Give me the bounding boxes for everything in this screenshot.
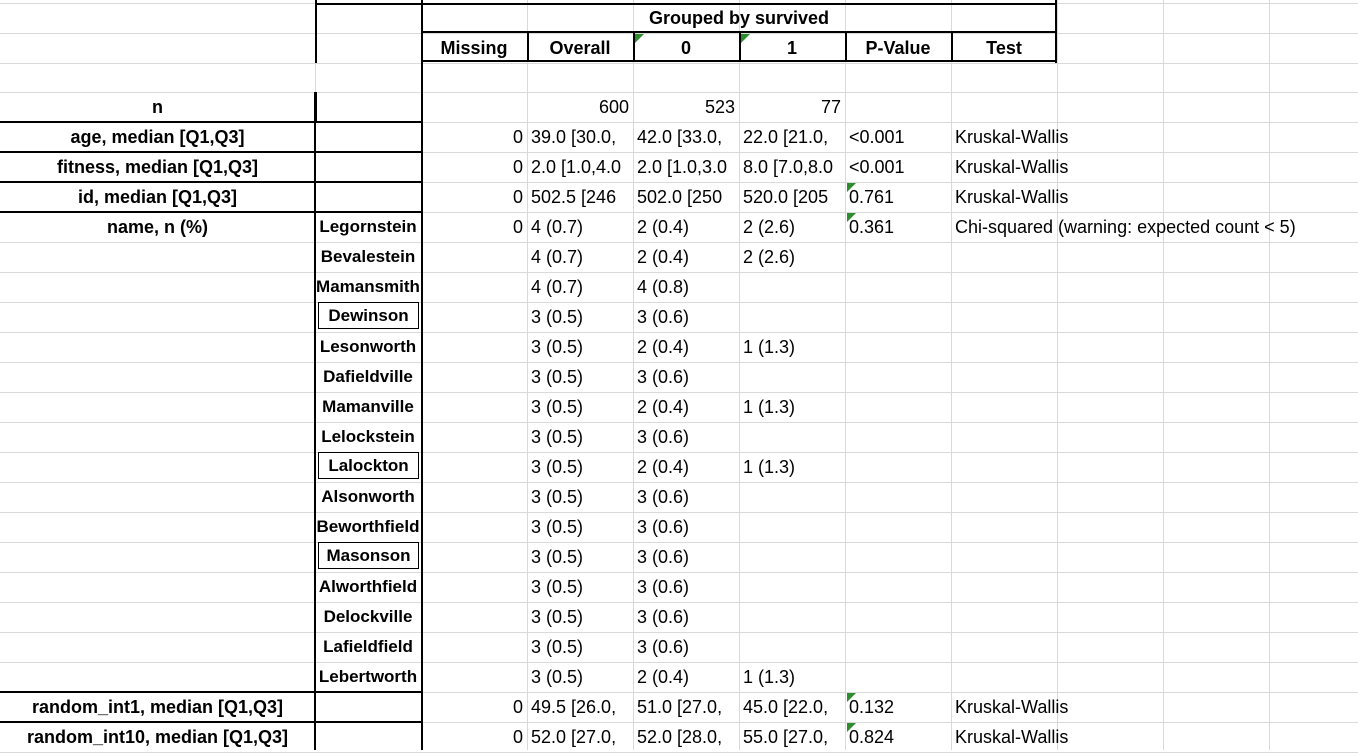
category-name[interactable]: Bevalestein <box>320 247 416 266</box>
row-label[interactable]: id, median [Q1,Q3] <box>77 187 238 207</box>
cell-missing[interactable]: 0 <box>512 127 523 147</box>
cell-group-0[interactable]: 3 (0.6) <box>637 427 690 447</box>
cell-group-0[interactable]: 42.0 [33.0, <box>637 127 723 147</box>
cell-overall[interactable]: 502.5 [246 <box>531 187 617 207</box>
cell-pvalue[interactable]: 0.824 <box>849 727 895 747</box>
cell-pvalue[interactable]: 0.761 <box>849 187 895 207</box>
cell-group-1[interactable] <box>739 542 845 572</box>
cell-pvalue[interactable]: <0.001 <box>849 127 905 147</box>
row-label[interactable]: n <box>152 97 163 117</box>
cell-group-1[interactable]: 1 (1.3) <box>743 397 796 417</box>
cell-group-0[interactable]: 3 (0.6) <box>637 547 690 567</box>
cell-overall[interactable]: 600 <box>598 97 629 117</box>
category-name[interactable]: Mamansmith <box>316 277 420 296</box>
cell-group-0[interactable]: 2 (0.4) <box>637 217 690 237</box>
cell-group-0[interactable]: 3 (0.6) <box>637 607 690 627</box>
category-name[interactable]: Mamanville <box>322 397 414 416</box>
row-label[interactable]: fitness, median [Q1,Q3] <box>56 157 259 177</box>
cell-group-1[interactable] <box>739 512 845 542</box>
header-missing[interactable]: Missing <box>440 38 508 58</box>
cell-group-0[interactable]: 3 (0.6) <box>637 307 690 327</box>
cell-pvalue[interactable]: 0.132 <box>849 697 895 717</box>
cell-group-0[interactable]: 51.0 [27.0, <box>637 697 723 717</box>
cell-group-1[interactable] <box>739 632 845 662</box>
cell-group-0[interactable]: 3 (0.6) <box>637 517 690 537</box>
cell-group-1[interactable] <box>739 362 845 392</box>
cell-group-0[interactable]: 523 <box>704 97 735 117</box>
cell-group-1[interactable] <box>739 422 845 452</box>
cell-missing[interactable] <box>421 92 527 122</box>
cell-overall[interactable]: 3 (0.5) <box>531 367 584 387</box>
category-name[interactable]: Legornstein <box>319 217 417 236</box>
cell-group-1[interactable]: 22.0 [21.0, <box>743 127 829 147</box>
cell-group-0[interactable]: 3 (0.6) <box>637 637 690 657</box>
row-label[interactable]: age, median [Q1,Q3] <box>70 127 245 147</box>
cell-overall[interactable]: 4 (0.7) <box>531 217 584 237</box>
cell-overall[interactable]: 52.0 [27.0, <box>531 727 617 747</box>
cell-group-1[interactable]: 55.0 [27.0, <box>743 727 829 747</box>
cell-group-0[interactable]: 3 (0.6) <box>637 487 690 507</box>
border <box>315 92 317 122</box>
cell-group-1[interactable]: 45.0 [22.0, <box>743 697 829 717</box>
cell-test[interactable]: Kruskal-Wallis <box>955 157 1069 177</box>
cell-group-0[interactable]: 2 (0.4) <box>637 247 690 267</box>
category-name[interactable]: Alsonworth <box>321 487 415 506</box>
cell-group-1[interactable]: 8.0 [7.0,8.0 <box>743 157 834 177</box>
cell-group-0[interactable]: 3 (0.6) <box>637 577 690 597</box>
cell-test[interactable]: Chi-squared (warning: expected count < 5) <box>955 217 1296 237</box>
cell-overall[interactable]: 39.0 [30.0, <box>531 127 617 147</box>
cell-overall[interactable]: 3 (0.5) <box>531 667 584 687</box>
category-name[interactable]: Dafieldville <box>323 367 413 386</box>
cell-group-1[interactable]: 1 (1.3) <box>743 667 796 687</box>
cell-overall[interactable]: 2.0 [1.0,4.0 <box>531 157 622 177</box>
cell-overall[interactable]: 3 (0.5) <box>531 607 584 627</box>
category-name[interactable]: Beworthfield <box>316 517 420 536</box>
cell-pvalue[interactable] <box>845 92 951 122</box>
cell-group-1[interactable]: 2 (2.6) <box>743 217 796 237</box>
cell-missing[interactable]: 0 <box>512 187 523 207</box>
cell-overall[interactable]: 3 (0.5) <box>531 307 584 327</box>
cell-overall[interactable]: 3 (0.5) <box>531 487 584 507</box>
cell-overall[interactable]: 3 (0.5) <box>531 637 584 657</box>
cell-missing[interactable]: 0 <box>512 157 523 177</box>
cell-group-0[interactable]: 2 (0.4) <box>637 457 690 477</box>
cell-overall[interactable]: 49.5 [26.0, <box>531 697 617 717</box>
cell-group-0[interactable]: 2 (0.4) <box>637 397 690 417</box>
cell-group-1[interactable] <box>739 602 845 632</box>
cell-test[interactable]: Kruskal-Wallis <box>955 697 1069 717</box>
cell-test[interactable]: Kruskal-Wallis <box>955 127 1069 147</box>
cell-group-1[interactable] <box>739 272 845 302</box>
cell-overall[interactable]: 4 (0.7) <box>531 277 584 297</box>
cell-group-1[interactable] <box>739 572 845 602</box>
cell-overall[interactable]: 3 (0.5) <box>531 397 584 417</box>
category-name[interactable]: Lafieldfield <box>323 637 413 656</box>
row-label[interactable]: random_int10, median [Q1,Q3] <box>26 727 289 747</box>
cell-overall[interactable]: 3 (0.5) <box>531 427 584 447</box>
cell-missing[interactable]: 0 <box>512 727 523 747</box>
cell-overall[interactable]: 3 (0.5) <box>531 547 584 567</box>
group-header[interactable]: Grouped by survived <box>648 8 830 28</box>
grid-row-line <box>0 63 1358 64</box>
category-name[interactable]: Lebertworth <box>318 667 418 686</box>
cell-missing[interactable]: 0 <box>512 697 523 717</box>
cell-group-1[interactable]: 2 (2.6) <box>743 247 796 267</box>
cell-group-1[interactable] <box>739 482 845 512</box>
cell-overall[interactable]: 3 (0.5) <box>531 337 584 357</box>
cell-group-1[interactable]: 520.0 [205 <box>743 187 829 207</box>
cell-group-0[interactable]: 2 (0.4) <box>637 667 690 687</box>
category-name[interactable]: Masonson <box>318 542 419 569</box>
header-pvalue[interactable]: P-Value <box>865 38 931 58</box>
header-0[interactable]: 0 <box>680 38 691 58</box>
cell-group-1[interactable]: 1 (1.3) <box>743 337 796 357</box>
cell-group-1[interactable] <box>739 302 845 332</box>
cell-test[interactable]: Kruskal-Wallis <box>955 187 1069 207</box>
category-name[interactable]: Dewinson <box>318 302 419 329</box>
cell-group-0[interactable]: 4 (0.8) <box>637 277 690 297</box>
header-test[interactable]: Test <box>986 38 1022 58</box>
cell-group-1[interactable]: 1 (1.3) <box>743 457 796 477</box>
cell-group-0[interactable]: 52.0 [28.0, <box>637 727 723 747</box>
cell-test[interactable] <box>951 92 1358 122</box>
cell-group-0[interactable]: 2 (0.4) <box>637 337 690 357</box>
category-name[interactable]: Lalockton <box>318 452 419 479</box>
cell-group-0[interactable]: 502.0 [250 <box>637 187 723 207</box>
header-1[interactable]: 1 <box>786 38 797 58</box>
cell-overall[interactable]: 4 (0.7) <box>531 247 584 267</box>
cell-test[interactable]: Kruskal-Wallis <box>955 727 1069 747</box>
cell-pvalue[interactable]: <0.001 <box>849 157 905 177</box>
category-name[interactable]: Alworthfield <box>318 577 418 596</box>
cell-overall[interactable]: 3 (0.5) <box>531 457 584 477</box>
cell-group-0[interactable]: 2.0 [1.0,3.0 <box>637 157 728 177</box>
cell-pvalue[interactable]: 0.361 <box>849 217 895 237</box>
category-name[interactable]: Delockville <box>323 607 413 626</box>
row-label-name[interactable]: name, n (%) <box>106 217 208 237</box>
cell-missing[interactable]: 0 <box>512 217 523 237</box>
header-overall[interactable]: Overall <box>549 38 611 58</box>
category-name[interactable]: Lelockstein <box>321 427 415 446</box>
border <box>315 0 317 63</box>
cell-group-0[interactable]: 3 (0.6) <box>637 367 690 387</box>
cell-overall[interactable]: 3 (0.5) <box>531 517 584 537</box>
cell-group-1[interactable]: 77 <box>820 97 841 117</box>
cell-overall[interactable]: 3 (0.5) <box>531 577 584 597</box>
row-label[interactable]: random_int1, median [Q1,Q3] <box>31 697 284 717</box>
category-name[interactable]: Lesonworth <box>319 337 417 356</box>
